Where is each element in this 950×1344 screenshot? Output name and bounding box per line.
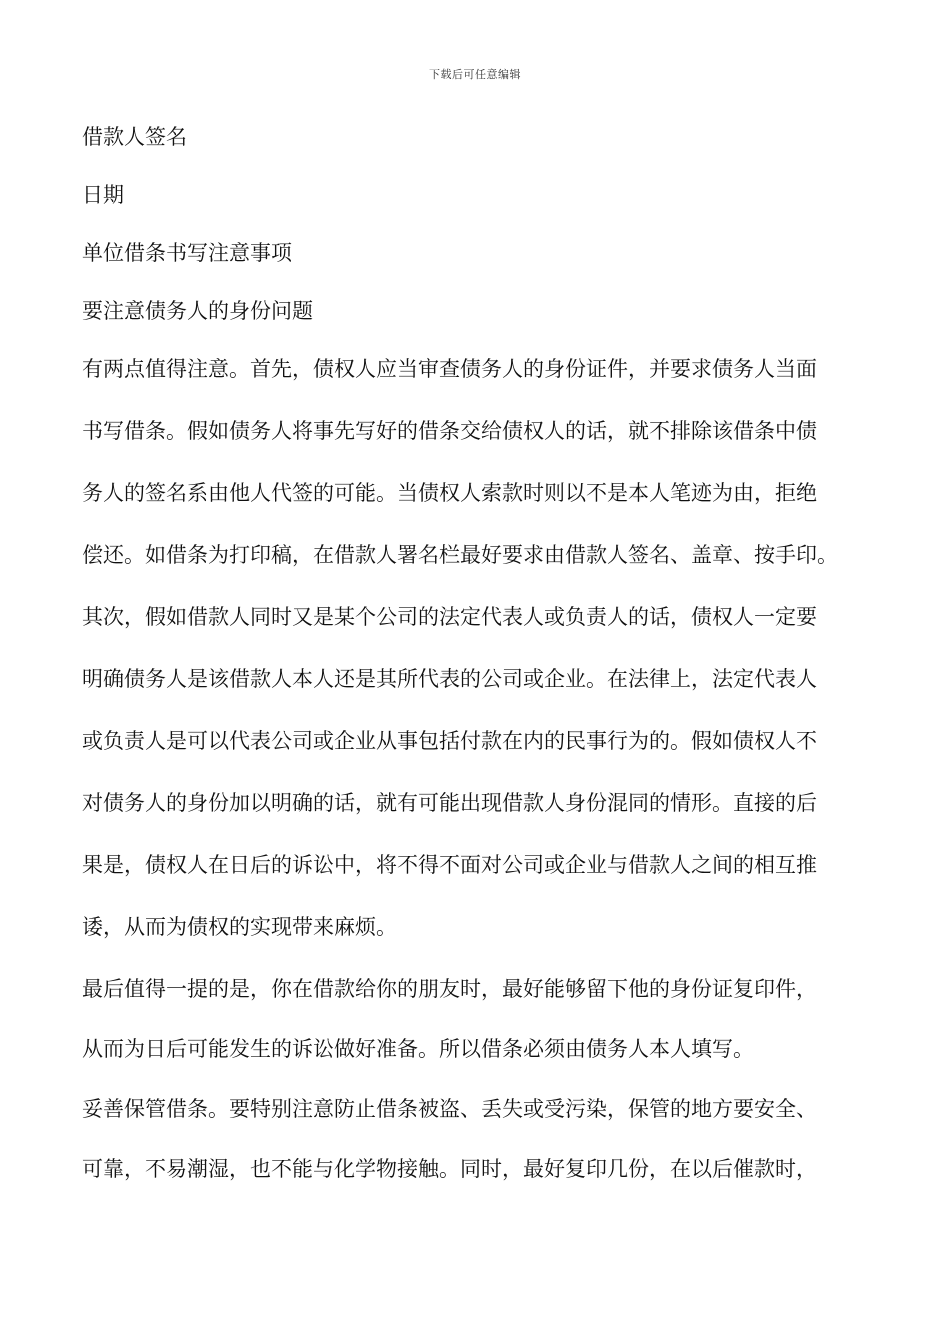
paragraph-legal-representative: [82, 600, 882, 972]
paragraph-line: 书写借条。假如债务人将事先写好的借条交给债权人的话，就不排除该借条中债: [82, 419, 817, 443]
paragraph-line: 从而为日后可能发生的诉讼做好准备。所以借条必须由债务人本人填写。: [82, 1037, 754, 1061]
paragraph-line: 最后值得一提的是，你在借款给你的朋友时，最好能够留下他的身份证复印件，: [82, 977, 817, 1001]
page-header-note: 下载后可任意编辑: [429, 68, 521, 81]
paragraph-id-copy: [82, 972, 882, 1092]
paragraph-line: 偿还。如借条为打印稿，在借款人署名栏最好要求由借款人签名、盖章、按手印。: [82, 543, 838, 567]
paragraph-identity-check: [82, 352, 882, 600]
paragraph-line: 其次，假如借款人同时又是某个公司的法定代表人或负责人的话，债权人一定要: [82, 605, 817, 629]
paragraph-line: 明确债务人是该借款人本人还是其所代表的公司或企业。在法律上，法定代表人: [82, 667, 817, 691]
date-label: 日期: [82, 183, 124, 207]
paragraph-line: 或负责人是可以代表公司或企业从事包括付款在内的民事行为的。假如债权人不: [82, 729, 817, 753]
paragraph-line: 果是，债权人在日后的诉讼中，将不得不面对公司或企业与借款人之间的相互推: [82, 853, 817, 877]
subsection-heading: 要注意债务人的身份问题: [82, 299, 313, 323]
paragraph-safekeeping: [82, 1092, 882, 1212]
paragraph-line: 对债务人的身份加以明确的话，就有可能出现借款人身份混同的情形。直接的后: [82, 791, 817, 815]
paragraph-line: 可靠，不易潮湿，也不能与化学物接触。同时，最好复印几份，在以后催款时，: [82, 1157, 817, 1181]
paragraph-line: 务人的签名系由他人代签的可能。当债权人索款时则以不是本人笔迹为由，拒绝: [82, 481, 817, 505]
document-body: [82, 120, 882, 1212]
borrower-signature-label: 借款人签名: [82, 125, 187, 149]
paragraph-line: 有两点值得注意。首先，债权人应当审查债务人的身份证件，并要求债务人当面: [82, 357, 817, 381]
paragraph-line: 诿，从而为债权的实现带来麻烦。: [82, 915, 397, 939]
section-heading: 单位借条书写注意事项: [82, 241, 292, 265]
paragraph-line: 妥善保管借条。要特别注意防止借条被盗、丢失或受污染，保管的地方要安全、: [82, 1097, 817, 1121]
